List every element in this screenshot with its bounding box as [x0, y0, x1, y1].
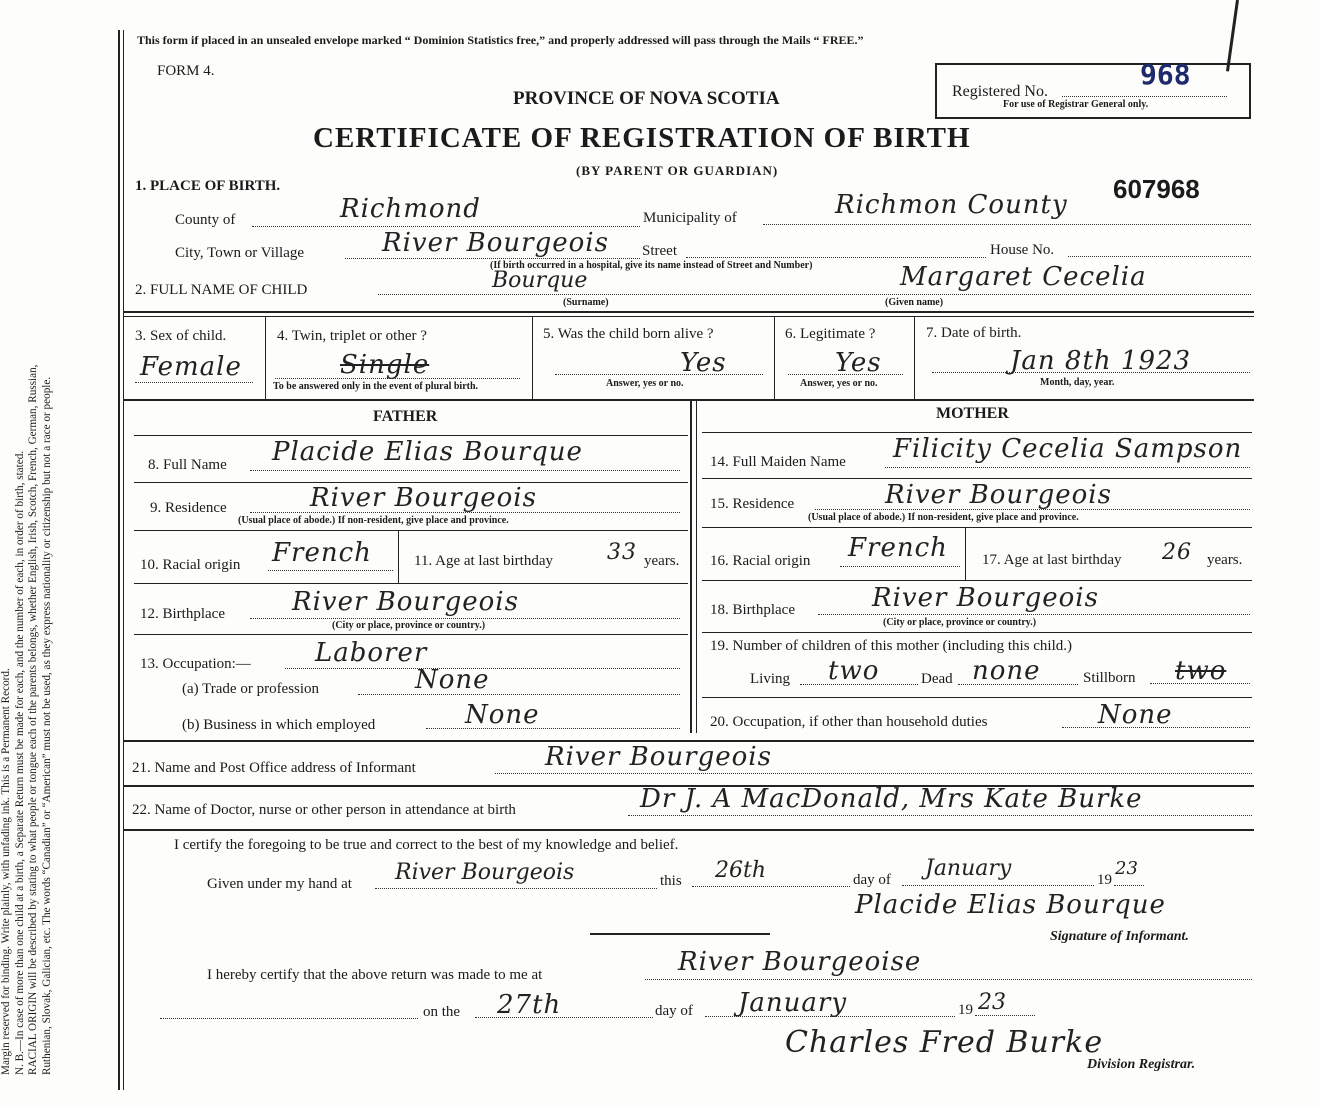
left-border-inner: [123, 30, 124, 1090]
house-label: House No.: [990, 242, 1055, 258]
dob-value: Jan 8th 1923: [1010, 346, 1192, 376]
city-value: River Bourgeois: [382, 228, 609, 258]
serial-number: 607968: [1113, 174, 1200, 204]
living-value: two: [828, 656, 880, 686]
doctor-value: Dr J. A MacDonald, Mrs Kate Burke: [640, 784, 1143, 814]
father-trade-value: None: [415, 665, 490, 695]
dob-line: [932, 372, 1250, 373]
mother-heading: MOTHER: [936, 405, 1009, 422]
father-racial-value: French: [272, 538, 372, 568]
father-heading: FATHER: [373, 408, 438, 425]
informant-label: 21. Name and Post Office address of Informant: [132, 760, 416, 776]
surname-value: Bourque: [492, 268, 588, 293]
legitimate-note: Answer, yes or no.: [800, 378, 878, 389]
dead-value: none: [972, 656, 1041, 686]
doctor-label: 22. Name of Doctor, nurse or other person in attendance at birth: [132, 802, 516, 818]
informant-value: River Bourgeois: [545, 742, 772, 772]
on-the-label: on the: [423, 1004, 461, 1020]
sex-line: [135, 382, 253, 383]
child-name-line: [378, 294, 1251, 295]
father-years: years.: [644, 553, 680, 569]
house-line: [1068, 256, 1251, 257]
margin-line: RACIAL ORIGIN will be described by stating to what people or tongue each of the parents belongs, whether English, Irish, Scotch, French, German, Russian,: [27, 364, 39, 1075]
city-label: City, Town or Village: [175, 245, 305, 261]
divider: [124, 829, 1254, 831]
row-line: [134, 634, 688, 635]
legitimate-label: 6. Legitimate ?: [785, 326, 876, 342]
mother-age-label: 17. Age at last birthday: [982, 552, 1122, 568]
given-name-note: (Given name): [885, 297, 944, 308]
father-residence-note: (Usual place of abode.) If non-resident, give place and province.: [238, 515, 509, 526]
cell-divider: [965, 528, 966, 580]
sex-value: Female: [140, 352, 242, 382]
mailing-note: This form if placed in an unsealed envelope marked “ Dominion Statistics free,” and properly addressed will pass through the Mails “ FREE.”: [137, 33, 864, 47]
column-divider: [696, 400, 697, 733]
father-name-line: [250, 470, 680, 471]
mother-residence-note: (Usual place of abode.) If non-resident, give place and province.: [808, 512, 1079, 523]
mother-years: years.: [1207, 552, 1243, 568]
margin-line: N. B.—In case of more than one child at a birth, a Separate Return must be made for each, and the number of each, in order of birth, stated.: [13, 450, 26, 1075]
registrar-place-value: River Bourgeoise: [678, 947, 922, 977]
dob-note: Month, day, year.: [1040, 377, 1115, 388]
mother-name-line: [885, 467, 1250, 468]
place-of-birth-heading: 1. PLACE OF BIRTH.: [135, 178, 281, 194]
registered-label: Registered No.: [952, 83, 1048, 100]
mother-birthplace-label: 18. Birthplace: [710, 602, 795, 618]
father-birthplace-line: [250, 618, 680, 619]
father-business-value: None: [465, 700, 540, 730]
cell-divider: [914, 317, 915, 400]
father-business-label: (b) Business in which employed: [182, 717, 376, 733]
dead-label: Dead: [921, 671, 953, 687]
row-line: [702, 632, 1252, 633]
given-place: River Bourgeois: [395, 860, 575, 885]
registrar-month-value: January: [738, 988, 848, 1018]
registrar-signature: Charles Fred Burke: [785, 1025, 1104, 1060]
twin-value: Single: [340, 350, 430, 380]
registered-note: For use of Registrar General only.: [1003, 99, 1149, 110]
row-line: [702, 432, 1252, 433]
row-line: [702, 580, 1252, 581]
row-line: [702, 697, 1252, 698]
informant-line: [495, 773, 1252, 774]
father-birthplace-value: River Bourgeois: [292, 587, 519, 617]
divider: [124, 311, 1254, 313]
page-subtitle: (BY PARENT OR GUARDIAN): [576, 163, 779, 178]
registrar-day-of-label: day of: [655, 1003, 693, 1019]
divider: [124, 316, 1254, 317]
father-residence-label: 9. Residence: [150, 500, 227, 516]
doctor-line: [628, 815, 1252, 816]
this-line: [692, 886, 850, 887]
margin-instructions: [0, 15, 118, 1075]
father-name-label: 8. Full Name: [148, 457, 227, 473]
informant-signature: Placide Elias Bourque: [855, 890, 1166, 920]
county-line: [252, 226, 640, 227]
legitimate-value: Yes: [835, 348, 882, 378]
father-birthplace-label: 12. Birthplace: [140, 606, 225, 622]
registrar-day-value: 27th: [497, 990, 562, 1020]
alive-value: Yes: [680, 348, 727, 378]
alive-line: [555, 374, 763, 375]
month-line: [902, 885, 1094, 886]
county-label: County of: [175, 212, 236, 228]
municipality-value: Richmon County: [835, 190, 1068, 220]
stillborn-label: Stillborn: [1083, 670, 1136, 686]
province-heading: PROVINCE OF NOVA SCOTIA: [513, 88, 780, 109]
this-value: 26th: [715, 858, 767, 883]
municipality-label: Municipality of: [643, 210, 737, 226]
registrar-signature-label: Division Registrar.: [1087, 1057, 1196, 1072]
mother-racial-line: [840, 566, 960, 567]
margin-line: Margin reserved for binding. Write plainly, with unfading ink. This is a Permanent Record.: [0, 668, 12, 1075]
year-prefix: 19: [1097, 872, 1112, 888]
column-divider: [690, 400, 692, 733]
left-border: [118, 30, 120, 1090]
pen-stroke: [1226, 0, 1239, 72]
registrar-place-line: [645, 979, 1252, 980]
county-value: Richmond: [340, 194, 481, 224]
row-line: [134, 530, 688, 531]
dob-label: 7. Date of birth.: [926, 325, 1022, 341]
sex-label: 3. Sex of child.: [135, 328, 227, 344]
father-birthplace-note: (City or place, province or country.): [332, 620, 486, 631]
father-age-value: 33: [607, 540, 637, 565]
registrar-year-prefix: 19: [958, 1002, 973, 1018]
margin-line: Ruthenian, Slovak, Galician, etc. The words “Canadian” or “American” must not be used, as they express nationality or citizenship but not a race or people.: [40, 376, 53, 1075]
month-value: January: [925, 856, 1012, 881]
father-trade-line: [358, 694, 680, 695]
father-racial-line: [268, 570, 393, 571]
alive-note: Answer, yes or no.: [606, 378, 684, 389]
father-occupation-label: 13. Occupation:—: [140, 656, 251, 672]
cell-divider: [265, 317, 266, 400]
municipality-line: [763, 224, 1251, 225]
surname-note: (Surname): [563, 297, 609, 308]
registrar-certify-text: I hereby certify that the above return was made to me at: [207, 967, 543, 983]
mother-racial-value: French: [848, 533, 948, 563]
day-of-label: day of: [853, 872, 891, 888]
page-title: CERTIFICATE OF REGISTRATION OF BIRTH: [313, 122, 971, 154]
stillborn-value: two: [1175, 656, 1227, 686]
mother-name-value: Filicity Cecelia Sampson: [893, 434, 1243, 464]
mother-occupation-label: 20. Occupation, if other than household duties: [710, 714, 988, 730]
father-racial-label: 10. Racial origin: [140, 557, 241, 573]
given-label: Given under my hand at: [207, 876, 352, 892]
father-age-label: 11. Age at last birthday: [414, 553, 553, 569]
hospital-note: (If birth occurred in a hospital, give its name instead of Street and Number): [490, 260, 813, 271]
mother-children-label: 19. Number of children of this mother (including this child.): [710, 638, 1073, 654]
mother-age-value: 26: [1162, 540, 1192, 565]
twin-line: [275, 378, 520, 379]
divider: [124, 399, 1254, 401]
short-divider: [590, 933, 770, 935]
row-line: [702, 478, 1252, 479]
father-name-value: Placide Elias Bourque: [272, 437, 583, 467]
informant-signature-label: Signature of Informant.: [1050, 929, 1189, 944]
mother-occupation-value: None: [1098, 700, 1173, 730]
mother-birthplace-value: River Bourgeois: [872, 583, 1099, 613]
father-residence-value: River Bourgeois: [310, 483, 537, 513]
this-label: this: [660, 873, 682, 889]
street-label: Street: [642, 243, 677, 259]
registered-line: [1062, 96, 1227, 97]
row-line: [702, 527, 1252, 528]
year-line: [1114, 885, 1144, 886]
mother-name-label: 14. Full Maiden Name: [710, 454, 846, 470]
twin-note: To be answered only in the event of plural birth.: [273, 381, 479, 392]
mother-residence-value: River Bourgeois: [885, 480, 1112, 510]
year-value: 23: [1115, 858, 1138, 879]
cell-divider: [532, 317, 533, 400]
city-line: [345, 258, 640, 259]
living-label: Living: [750, 671, 790, 687]
mother-residence-label: 15. Residence: [710, 496, 795, 512]
given-line: [375, 888, 657, 889]
father-occupation-value: Laborer: [315, 638, 428, 668]
mother-birthplace-line: [818, 614, 1250, 615]
row-line: [134, 583, 688, 584]
row-line: [134, 435, 688, 436]
father-trade-label: (a) Trade or profession: [182, 681, 320, 697]
given-name-value: Margaret Cecelia: [900, 262, 1147, 292]
registrar-year-value: 23: [978, 990, 1006, 1015]
mother-racial-label: 16. Racial origin: [710, 553, 811, 569]
child-name-label: 2. FULL NAME OF CHILD: [135, 282, 308, 298]
registrar-lead-line: [160, 1018, 418, 1019]
form-number: FORM 4.: [157, 63, 215, 79]
twin-label: 4. Twin, triplet or other ?: [277, 328, 427, 344]
street-line: [686, 257, 986, 258]
cell-divider: [398, 531, 399, 583]
registered-number: 968: [1140, 58, 1191, 91]
certify-text: I certify the foregoing to be true and correct to the best of my knowledge and belief.: [174, 837, 679, 853]
registrar-year-line: [975, 1015, 1035, 1016]
alive-label: 5. Was the child born alive ?: [543, 326, 714, 342]
mother-birthplace-note: (City or place, province or country.): [883, 617, 1037, 628]
cell-divider: [774, 317, 775, 400]
legitimate-line: [788, 374, 903, 375]
